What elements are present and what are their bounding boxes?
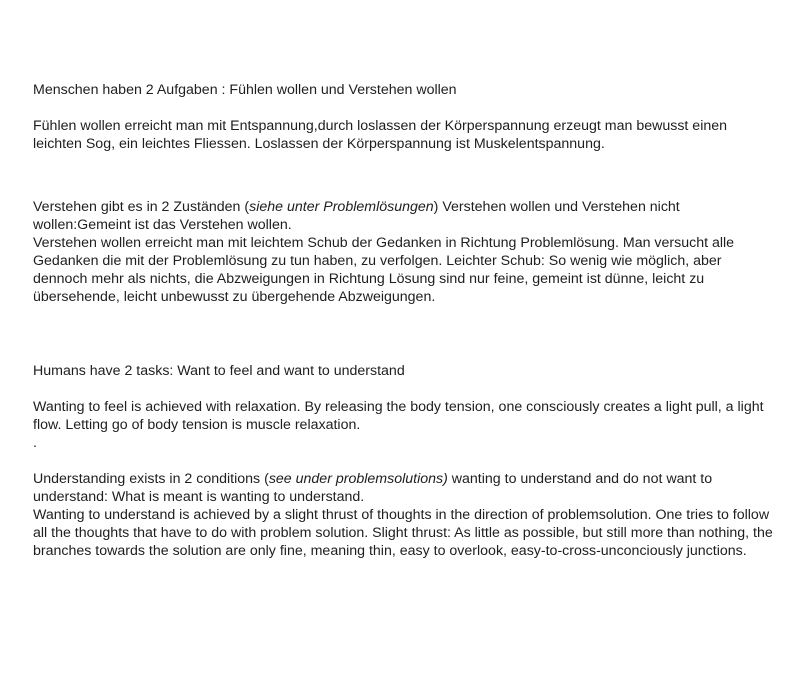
- german-p2-text-before: Verstehen gibt es in 2 Zuständen (: [33, 199, 250, 215]
- german-paragraph-understand-thrust: Verstehen wollen erreicht man mit leichtem Schub der Gedanken in Richtung Problemlösung. Man versucht alle Gedanken die mit der Problemlösung zu tun haben, zu verfolgen. Leichter Schub: So wenig wie möglich, aber dennoch mehr als nichts, die Abzweigungen in Richtung Lösung sind nur feine, gemeint ist dünne, leicht zu übersehende, leicht unbewusst zu übergehende Abzweigungen.: [33, 235, 735, 305]
- german-p2-italic-ref: siehe unter Problemlösungen: [249, 199, 434, 215]
- german-p2-text-after: ) Verstehen wollen und Verstehen nicht wollen:Gemeint ist das Verstehen wollen.: [33, 199, 680, 233]
- english-paragraph-feel: Wanting to feel is achieved with relaxation. By releasing the body tension, one consciously creates a light pull, a light flow. Letting go of body tension is muscle relaxation.: [33, 399, 764, 433]
- german-paragraph-feel: Fühlen wollen erreicht man mit Entspannung,durch loslassen der Körperspannung erzeugt man bewusst einen leichten Sog, ein leichtes Fliessen. Loslassen der Körperspannung ist Muskelentspannung.: [33, 118, 728, 152]
- english-heading: Humans have 2 tasks: Want to feel and want to understand: [33, 363, 405, 379]
- english-p2-italic-ref: see under problemsolutions): [268, 471, 448, 487]
- german-heading: Menschen haben 2 Aufgaben : Fühlen wollen und Verstehen wollen: [33, 82, 457, 98]
- english-p2-text-before: Understanding exists in 2 conditions (: [33, 471, 269, 487]
- english-p2-text-after: wanting to understand and do not want to understand: What is meant is wanting to understand.: [33, 471, 713, 505]
- german-paragraph-understand-states: [33, 198, 773, 234]
- document-body: [33, 81, 773, 560]
- english-dot: .: [33, 435, 37, 451]
- english-paragraph-understand-states: [33, 470, 773, 506]
- english-paragraph-understand-thrust: Wanting to understand is achieved by a slight thrust of thoughts in the direction of problemsolution. One tries to follow all the thoughts that have to do with problem solution. Slight thrust: As little as possible, but still more than nothing, the branches towards the solution are only fine, meaning thin, easy to overlook, easy-to-cross-unconciously junctions.: [33, 507, 773, 559]
